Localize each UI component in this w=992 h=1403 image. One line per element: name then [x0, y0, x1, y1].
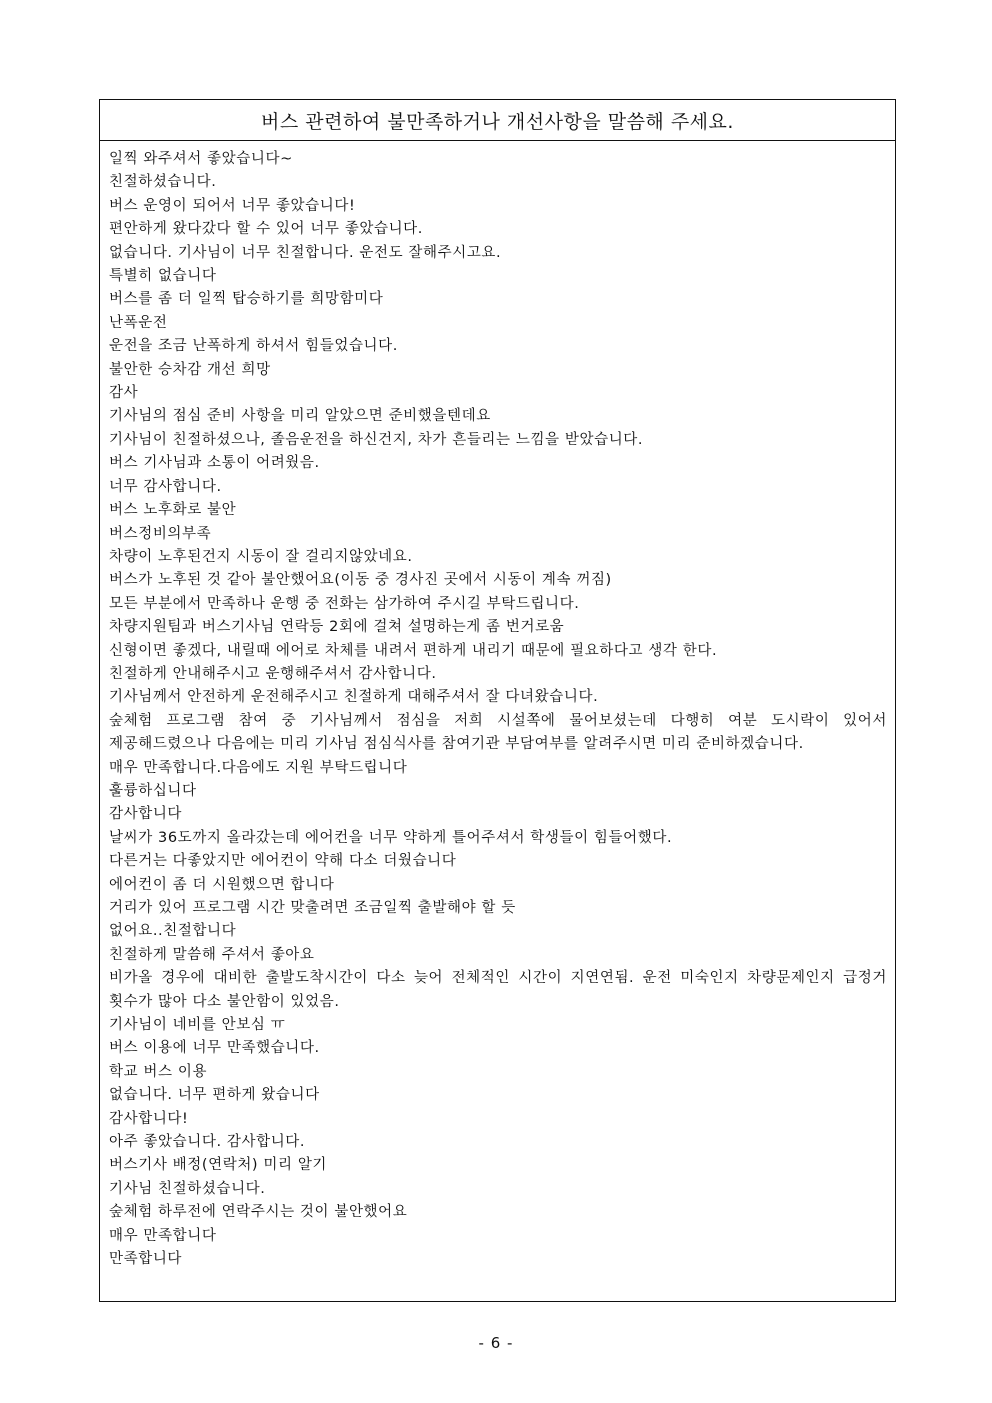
response-item: 감사합니다	[109, 806, 183, 823]
response-item: 특별히 없습니다	[109, 268, 217, 285]
question-title: 버스 관련하여 불만족하거나 개선사항을 말씀해 주세요.	[100, 100, 895, 141]
response-item: 매우 만족합니다.다음에도 지원 부탁드립니다	[109, 759, 408, 776]
survey-response-table	[99, 99, 896, 1302]
response-item: 훌륭하십니다	[109, 782, 197, 799]
response-item: 없습니다. 너무 편하게 왔습니다	[109, 1087, 320, 1104]
response-item: 감사합니다!	[109, 1110, 189, 1127]
response-item: 버스 노후화로 불안	[109, 502, 237, 519]
response-item: 버스 이용에 너무 만족했습니다.	[109, 1040, 320, 1057]
response-item: 기사님 친절하셨습니다.	[109, 1180, 266, 1197]
response-item: 버스가 노후된 것 같아 불안했어요(이동 중 경사진 곳에서 시동이 계속 꺼짐)	[109, 572, 612, 589]
response-item: 신형이면 좋겠다, 내릴때 에어로 차체를 내려서 편하게 내리기 때문에 필요하다고 생각 한다.	[109, 642, 718, 659]
response-item: 버스 운영이 되어서 너무 좋았습니다!	[109, 197, 356, 214]
response-item: 매우 만족합니다	[109, 1227, 217, 1244]
response-item: 기사님이 네비를 안보심 ㅠ	[109, 1017, 286, 1034]
response-item: 운전을 조금 난폭하게 하셔서 힘들었습니다.	[109, 338, 398, 355]
response-item: 날씨가 36도까지 올라갔는데 에어컨을 너무 약하게 틀어주셔서 학생들이 힘들어했다.	[109, 829, 673, 846]
response-item: 모든 부분에서 만족하나 운행 중 전화는 삼가하여 주시길 부탁드립니다.	[109, 595, 580, 612]
response-item: 버스기사 배정(연락처) 미리 알기	[109, 1157, 328, 1174]
response-item: 너무 감사합니다.	[109, 478, 222, 495]
response-item: 거리가 있어 프로그램 시간 맞출려면 조금일찍 출발해야 할 듯	[109, 900, 516, 916]
response-item: 차량지원팀과 버스기사님 연락등 2회에 걸쳐 설명하는게 좀 번거로움	[109, 619, 565, 636]
response-item: 차량이 노후된건지 시동이 잘 걸리지않았네요.	[109, 548, 413, 565]
response-item: 버스정비의부족	[109, 525, 212, 542]
response-item: 편안하게 왔다갔다 할 수 있어 너무 좋았습니다.	[109, 221, 423, 238]
response-item: 숲체험 하루전에 연락주시는 것이 불안했어요	[109, 1204, 408, 1221]
response-item: 감사	[109, 385, 139, 402]
response-item: 없어요..친절합니다	[109, 923, 237, 940]
response-item: 버스를 좀 더 일찍 탑승하기를 희망함미다	[109, 291, 384, 308]
response-item: 에어컨이 좀 더 시원했으면 합니다	[109, 876, 335, 893]
response-item: 버스 기사님과 소통이 어려웠음.	[109, 455, 320, 472]
response-item: 난폭운전	[109, 314, 168, 331]
response-item: 만족합니다	[109, 1251, 183, 1268]
response-item: 다른거는 다좋았지만 에어컨이 약해 다소 더웠습니다	[109, 853, 457, 870]
response-item: 친절하게 말씀해 주셔서 좋아요	[109, 946, 315, 963]
response-item: 불안한 승차감 개선 희망	[109, 361, 271, 378]
response-item: 일찍 와주셔서 좋았습니다~	[109, 151, 293, 167]
response-item: 비가올 경우에 대비한 출발도착시간이 다소 늦어 전체적인 시간이 지연연됨. 운전 미숙인지 차량문제인지 급정거 횟수가 많아 다소 불안함이 있었음.	[109, 970, 887, 1010]
response-list	[100, 141, 895, 1272]
response-item: 숲체험 프로그램 참여 중 기사님께서 점심을 저희 시설쪽에 물어보셨는데 다행히 여분 도시락이 있어서 제공해드렸으나 다음에는 미리 기사님 점심식사를 참여기관 부담여부를 알려주시면 미리 준비하겠습니다.	[109, 712, 887, 753]
response-item: 기사님께서 안전하게 운전해주시고 친절하게 대해주셔서 잘 다녀왔습니다.	[109, 689, 599, 706]
response-item: 학교 버스 이용	[109, 1063, 208, 1080]
response-item: 기사님이 친절하셨으나, 졸음운전을 하신건지, 차가 흔들리는 느낌을 받았습니다.	[109, 431, 644, 448]
response-item: 기사님의 점심 준비 사항을 미리 알았으면 준비했을텐데요	[109, 408, 491, 425]
page-number: - 6 -	[478, 1334, 514, 1352]
response-item: 없습니다. 기사님이 너무 친절합니다. 운전도 잘해주시고요.	[109, 244, 502, 261]
response-item: 아주 좋았습니다. 감사합니다.	[109, 1134, 306, 1151]
response-item: 친절하게 안내해주시고 운행해주셔서 감사합니다.	[109, 665, 437, 682]
response-item: 친절하셨습니다.	[109, 174, 217, 191]
